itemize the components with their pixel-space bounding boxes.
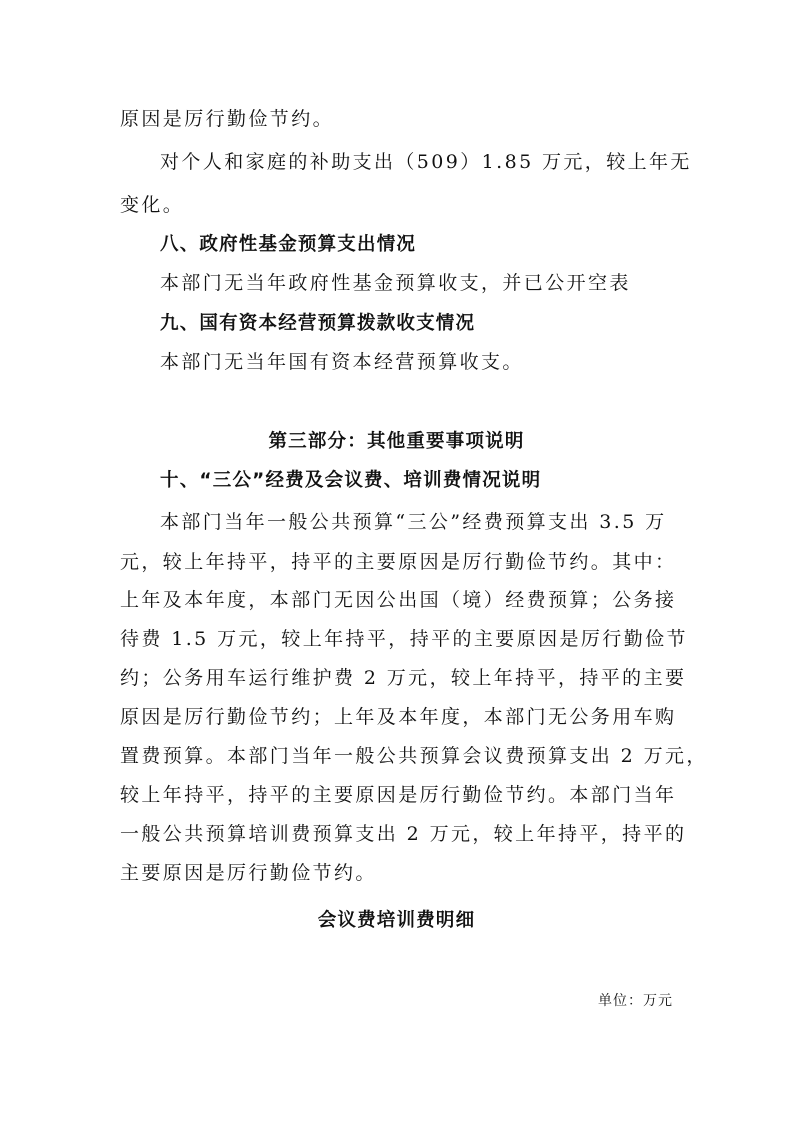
unit-label: 单位：万元 (598, 993, 673, 1009)
paragraph-line: 一般公共预算培训费预算支出 2 万元，较上年持平，持平的 (120, 823, 687, 845)
paragraph-line: 置费预算。本部门当年一般公共预算会议费预算支出 2 万元， (120, 745, 708, 767)
paragraph-line: 约；公务用车运行维护费 2 万元，较上年持平，持平的主要 (120, 667, 687, 689)
section-heading-8: 八、政府性基金预算支出情况 (160, 234, 417, 255)
table-title: 会议费培训费明细 (317, 910, 476, 931)
paragraph-line: 本部门无当年国有资本经营预算收支。 (160, 351, 524, 373)
paragraph-line: 本部门无当年政府性基金预算收支，并已公开空表 (160, 272, 631, 294)
paragraph-line: 上年及本年度，本部门无因公出国（境）经费预算；公务接 (120, 589, 677, 611)
paragraph-line: 原因是厉行勤俭节约。 (120, 108, 335, 130)
paragraph-line: 主要原因是厉行勤俭节约。 (120, 862, 377, 884)
paragraph-line: 原因是厉行勤俭节约；上年及本年度，本部门无公务用车购 (120, 706, 677, 728)
paragraph-line: 对个人和家庭的补助支出（509）1.85 万元，较上年无 (160, 151, 692, 173)
section-heading-9: 九、国有资本经营预算拨款收支情况 (160, 313, 476, 334)
paragraph-line: 本部门当年一般公共预算“三公”经费预算支出 3.5 万 (160, 511, 667, 533)
paragraph-line: 变化。 (120, 194, 185, 216)
paragraph-line: 元，较上年持平，持平的主要原因是厉行勤俭节约。其中： (120, 551, 677, 573)
paragraph-line: 较上年持平，持平的主要原因是厉行勤俭节约。本部门当年 (120, 784, 677, 806)
section-heading-10: 十、“三公”经费及会议费、培训费情况说明 (160, 470, 542, 491)
paragraph-line: 待费 1.5 万元，较上年持平，持平的主要原因是厉行勤俭节 (120, 628, 688, 650)
part-title: 第三部分：其他重要事项说明 (268, 431, 525, 452)
